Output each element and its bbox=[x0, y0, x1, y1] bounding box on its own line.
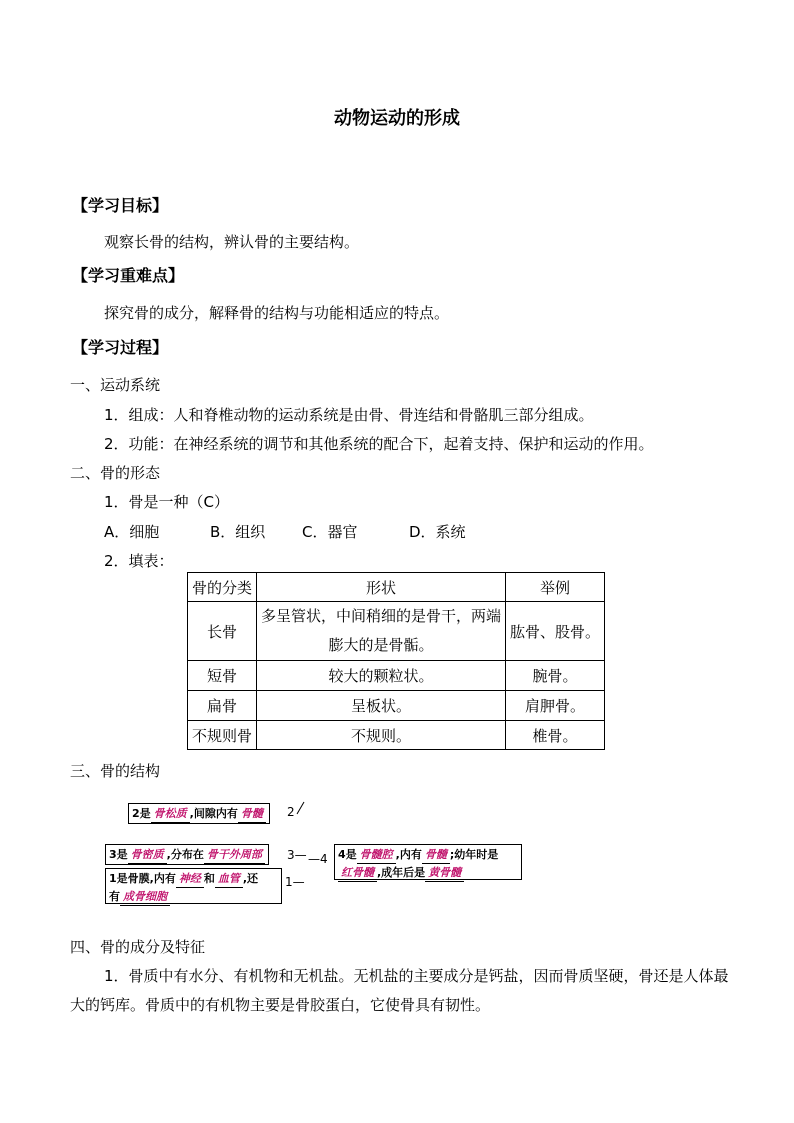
question2: 2．填表： bbox=[104, 552, 174, 570]
answer-blank: 骨松质 bbox=[151, 805, 190, 823]
section4-title: 四、骨的成分及特征 bbox=[70, 938, 206, 956]
marker-3: 3— bbox=[287, 848, 307, 862]
table-cell: 不规则。 bbox=[257, 721, 506, 750]
answer-blank: 红骨髓 bbox=[338, 864, 377, 882]
option-b: B．组织 bbox=[210, 523, 266, 541]
label-text: ;幼年时是 bbox=[449, 848, 499, 861]
pointer-line-2 bbox=[296, 800, 306, 816]
label-text: 有 bbox=[109, 890, 120, 903]
table-cell: 长骨 bbox=[188, 602, 257, 661]
label-box-marrow-cavity bbox=[334, 844, 522, 880]
table-row bbox=[188, 721, 605, 750]
answer-blank: 骨髓 bbox=[422, 846, 450, 864]
option-c: C．器官 bbox=[302, 523, 358, 541]
answer-blank: 骨干外周部 bbox=[204, 846, 265, 864]
answer-blank: 成骨细胞 bbox=[120, 888, 170, 906]
answer-blank: 骨髓腔 bbox=[357, 846, 396, 864]
label-text: ,成年后是 bbox=[377, 866, 426, 879]
section4-paragraph1: 1．骨质中有水分、有机物和无机盐。无机盐的主要成分是钙盐，因而骨质坚硬，骨还是人体最大的钙库。骨质中的有机物主要是骨胶蛋白，它使骨具有韧性。 bbox=[70, 967, 729, 1014]
answer-blank: 黄骨髓 bbox=[425, 864, 464, 882]
table-header-cell: 形状 bbox=[257, 573, 506, 602]
table-header-cell: 举例 bbox=[506, 573, 605, 602]
label-text: 3是 bbox=[109, 848, 128, 861]
section1-title: 一、运动系统 bbox=[70, 376, 161, 394]
label-text: 和 bbox=[203, 872, 215, 885]
table-cell: 呈板状。 bbox=[257, 691, 506, 721]
label-text: ,间隙内有 bbox=[189, 807, 238, 820]
table-cell: 肩胛骨。 bbox=[506, 691, 605, 721]
marker-1: 1— bbox=[285, 875, 305, 889]
answer-blank: 血管 bbox=[215, 870, 243, 888]
table-row bbox=[188, 602, 605, 661]
table-row bbox=[188, 691, 605, 721]
table-cell: 多呈管状，中间稍细的是骨干，两端膨大的是骨骺。 bbox=[257, 602, 506, 661]
table-cell: 扁骨 bbox=[188, 691, 257, 721]
marker-2: 2 bbox=[287, 805, 295, 819]
objectives-text: 观察长骨的结构，辨认骨的主要结构。 bbox=[104, 233, 360, 251]
page-title: 动物运动的形成 bbox=[334, 108, 460, 129]
label-text: ,内有 bbox=[395, 848, 422, 861]
label-text: 4是 bbox=[338, 848, 357, 861]
option-d: D．系统 bbox=[409, 523, 466, 541]
label-box-spongy-bone bbox=[128, 803, 270, 824]
table-cell: 不规则骨 bbox=[188, 721, 257, 750]
table-header-cell: 骨的分类 bbox=[188, 573, 257, 602]
keypoints-text: 探究骨的成分，解释骨的结构与功能相适应的特点。 bbox=[104, 304, 450, 322]
table-cell: 短骨 bbox=[188, 661, 257, 691]
option-a: A．细胞 bbox=[104, 523, 160, 541]
table-header-row bbox=[188, 573, 605, 602]
label-text: 1是骨膜,内有 bbox=[109, 872, 176, 885]
label-box-periosteum bbox=[105, 868, 282, 904]
table-cell: 较大的颗粒状。 bbox=[257, 661, 506, 691]
section2-title: 二、骨的形态 bbox=[70, 464, 161, 482]
table-cell: 肱骨、股骨。 bbox=[506, 602, 605, 661]
section3-title: 三、骨的结构 bbox=[70, 762, 161, 780]
table-cell: 腕骨。 bbox=[506, 661, 605, 691]
label-text: 2是 bbox=[132, 807, 151, 820]
answer-blank: 神经 bbox=[176, 870, 204, 888]
table-row bbox=[188, 661, 605, 691]
label-box-compact-bone bbox=[105, 844, 269, 865]
label-text: ,分布在 bbox=[166, 848, 204, 861]
table-cell: 椎骨。 bbox=[506, 721, 605, 750]
answer-blank: 骨髓 bbox=[238, 805, 266, 823]
label-text: ,还 bbox=[242, 872, 259, 885]
marker-4: —4 bbox=[308, 852, 328, 866]
answer-blank: 骨密质 bbox=[128, 846, 167, 864]
objectives-heading: 【学习目标】 bbox=[72, 196, 169, 215]
question1: 1．骨是一种（C） bbox=[104, 493, 230, 511]
section1-item2: 2．功能：在神经系统的调节和其他系统的配合下，起着支持、保护和运动的作用。 bbox=[104, 435, 654, 453]
process-heading: 【学习过程】 bbox=[72, 338, 169, 357]
section1-item1: 1．组成：人和脊椎动物的运动系统是由骨、骨连结和骨骼肌三部分组成。 bbox=[104, 406, 594, 424]
keypoints-heading: 【学习重难点】 bbox=[72, 266, 185, 285]
bone-classification-table bbox=[187, 572, 605, 750]
